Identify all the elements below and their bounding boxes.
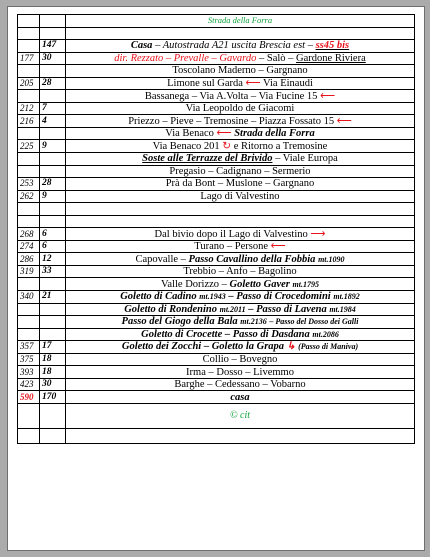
partial-km: 7	[40, 102, 66, 115]
left-arrow-icon: ⟵	[336, 115, 352, 127]
left-arrow-icon: ⟵	[270, 241, 286, 253]
route-step: Via Leopoldo de Giacomi	[66, 102, 415, 115]
route-step: Irma – Dosso – Livemmo	[66, 366, 415, 379]
total-km: 262	[18, 190, 40, 203]
table-row	[18, 165, 415, 178]
route-step: Dal bivio dopo il Lago di Valvestino ⟶	[66, 228, 415, 241]
route-step: Soste alle Terrazze del Brivido – Viale Europa	[66, 153, 415, 166]
total-km: 340	[18, 291, 40, 304]
total-km: 216	[18, 115, 40, 128]
route-step: Collio – Bovegno	[66, 353, 415, 366]
partial-km: 21	[40, 291, 66, 304]
table-row	[18, 140, 415, 153]
route-step: casa	[66, 391, 415, 404]
route-title: Strada della Forra	[66, 15, 415, 28]
table-row	[18, 127, 415, 140]
partial-km: 30	[40, 378, 66, 391]
table-row	[18, 278, 415, 291]
table-row	[18, 77, 415, 90]
partial-km: 17	[40, 341, 66, 354]
partial-km: 4	[40, 115, 66, 128]
route-table	[17, 14, 415, 444]
route-step: Trebbio – Anfo – Bagolino	[66, 265, 415, 278]
table-row	[18, 265, 415, 278]
partial-km: 9	[40, 190, 66, 203]
total-km: 177	[18, 52, 40, 65]
route-step: Goletto dei Zocchi – Goletto la Grapa ↳ (Passo di Maniva)	[66, 341, 415, 354]
table-row	[18, 253, 415, 266]
table-row	[18, 303, 415, 316]
route-step: Via Benaco 201 ↻ e Ritorno a Tremosine	[66, 140, 415, 153]
partial-km: 147	[40, 40, 66, 53]
route-step: Toscolano Maderno – Gargnano	[66, 65, 415, 78]
route-step: Casa – Autostrada A21 uscita Brescia est – ss45 bis	[66, 40, 415, 53]
route-step: Capovalle – Passo Cavallino della Fobbia mt.1090	[66, 253, 415, 266]
table-row	[18, 366, 415, 379]
total-km: 423	[18, 378, 40, 391]
route-step: Valle Dorizzo – Goletto Gaver mt.1795	[66, 278, 415, 291]
table-row	[18, 178, 415, 191]
partial-km: 28	[40, 178, 66, 191]
table-row	[18, 52, 415, 65]
table-row	[18, 27, 415, 40]
route-step: Limone sul Garda ⟵ Via Einaudi	[66, 77, 415, 90]
partial-km: 6	[40, 240, 66, 253]
partial-km: 170	[40, 391, 66, 404]
route-step: Bassanega – Via A.Volta – Via Fucine 15 ⟵	[66, 90, 415, 103]
partial-km: 6	[40, 228, 66, 241]
route-step: Goletto di Crocette – Passo di Dasdana mt.2086	[66, 328, 415, 341]
right-arrow-icon: ⟶	[310, 228, 326, 240]
total-km: 274	[18, 240, 40, 253]
total-km: 393	[18, 366, 40, 379]
table-row	[18, 353, 415, 366]
table-row	[18, 391, 415, 404]
total-km: 225	[18, 140, 40, 153]
table-row	[18, 378, 415, 391]
partial-km: 18	[40, 366, 66, 379]
table-row	[18, 228, 415, 241]
partial-km: 18	[40, 353, 66, 366]
table-row	[18, 203, 415, 216]
total-km: 268	[18, 228, 40, 241]
route-step: Pregasio – Cadignano – Sermerio	[66, 165, 415, 178]
route-step: Passo del Giogo della Bala mt.2136 – Passo del Dosso dei Galli	[66, 316, 415, 329]
route-step: Goletto di Rondenino mt.2011 – Passo di Lavena mt.1984	[66, 303, 415, 316]
left-arrow-icon: ⟵	[245, 78, 261, 89]
total-km: 375	[18, 353, 40, 366]
table-row	[18, 153, 415, 166]
route-step: dir. Rezzato – Prevalle – Gavardo – Salò – Gardone Riviera	[66, 52, 415, 65]
table-row	[18, 102, 415, 115]
partial-km: 12	[40, 253, 66, 266]
table-row	[18, 40, 415, 53]
route-step: Lago di Valvestino	[66, 190, 415, 203]
left-arrow-icon: ⟵	[216, 128, 232, 140]
footer-credit: © cit	[66, 403, 415, 428]
table-row	[18, 240, 415, 253]
route-step: Goletto di Cadino mt.1943 – Passo di Crocedomini mt.1892	[66, 291, 415, 304]
table-row	[18, 115, 415, 128]
table-row	[18, 65, 415, 78]
route-step: Via Benaco ⟵ Strada della Forra	[66, 127, 415, 140]
partial-km: 30	[40, 52, 66, 65]
route-step: Barghe – Cedessano – Vobarno	[66, 378, 415, 391]
table-row	[18, 15, 415, 28]
total-km: 590	[18, 391, 40, 404]
total-km: 319	[18, 265, 40, 278]
document-page	[7, 6, 425, 551]
route-step: Priezzo – Pieve – Tremosine – Piazza Fossato 15 ⟵	[66, 115, 415, 128]
partial-km: 28	[40, 77, 66, 90]
total-km: 212	[18, 102, 40, 115]
table-row	[18, 291, 415, 304]
table-row	[18, 341, 415, 354]
partial-km: 33	[40, 265, 66, 278]
table-row	[18, 328, 415, 341]
total-km: 286	[18, 253, 40, 266]
total-km: 205	[18, 77, 40, 90]
total-km: 357	[18, 341, 40, 354]
partial-km: 9	[40, 140, 66, 153]
table-row	[18, 428, 415, 443]
turn-down-right-icon: ↳	[286, 341, 296, 353]
route-step: Turano – Persone ⟵	[66, 240, 415, 253]
total-km: 253	[18, 178, 40, 191]
table-row	[18, 316, 415, 329]
route-step: Prà da Bont – Muslone – Gargnano	[66, 178, 415, 191]
table-row	[18, 90, 415, 103]
left-arrow-icon: ⟵	[320, 90, 336, 102]
u-turn-icon: ↻	[222, 140, 232, 152]
table-row	[18, 403, 415, 428]
table-row	[18, 215, 415, 228]
table-row	[18, 190, 415, 203]
